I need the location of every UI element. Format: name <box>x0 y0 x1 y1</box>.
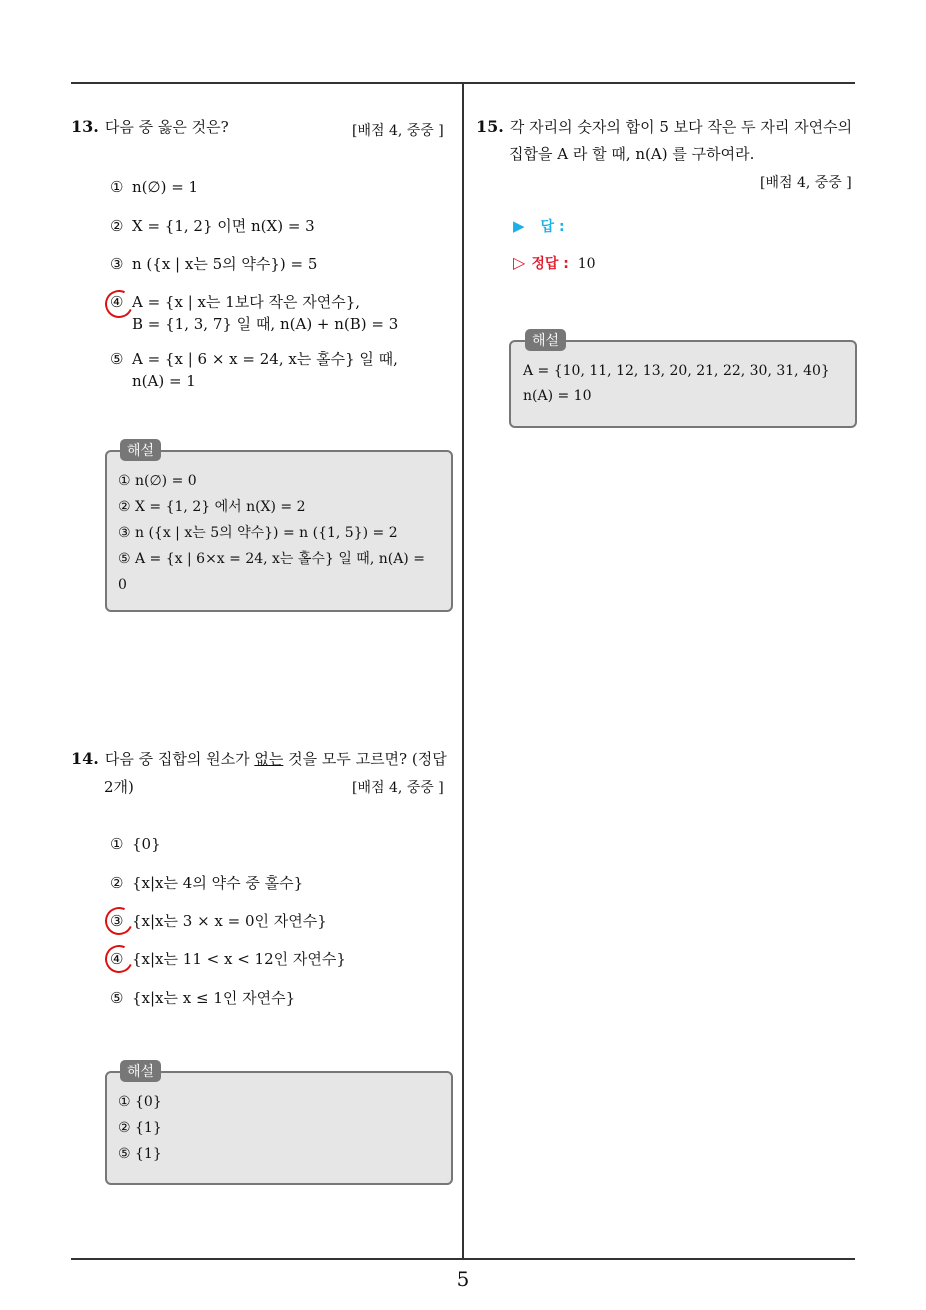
selected-answer-circle <box>101 941 137 977</box>
q13-number: 13. <box>71 117 99 136</box>
q14-text-b: 것을 모두 고르면? (정답 <box>283 750 447 768</box>
choice-text: {x|x는 x ≤ 1인 자연수} <box>132 989 296 1007</box>
choice-mark: ① <box>110 178 124 196</box>
choice-text: n(∅) = 1 <box>132 178 199 196</box>
q13-explanation-line: 0 <box>118 577 127 593</box>
q15-explanation-line: n(A) = 10 <box>523 388 592 404</box>
q14-stem-line2: 2개) <box>104 778 134 796</box>
q13-choice-3[interactable] <box>110 253 317 275</box>
choice-mark: ③ <box>110 255 124 273</box>
q15-explanation-box <box>509 340 857 428</box>
bottom-rule <box>71 1258 855 1260</box>
choice-mark: ④ <box>110 293 124 311</box>
q14-number: 14. <box>71 749 99 768</box>
q15-stem <box>476 112 866 142</box>
q14-explanation-line: ② {1} <box>118 1120 162 1136</box>
q15-explanation-line: A = {10, 11, 12, 13, 20, 21, 22, 30, 31, 40} <box>523 363 830 379</box>
q14-choice-3[interactable] <box>110 910 327 932</box>
q15-score: [배점 4, 중중 ] <box>760 175 852 191</box>
choice-mark: ① <box>110 835 124 853</box>
choice-text: {x|x는 11 < x < 12인 자연수} <box>132 950 346 968</box>
q14-choice-2[interactable] <box>110 872 303 894</box>
q13-choice-1[interactable] <box>110 176 198 198</box>
choice-text: A = {x | 6 × x = 24, x는 홀수} 일 때, <box>132 350 398 368</box>
q14-choice-4[interactable] <box>110 948 346 970</box>
q14-stem <box>71 744 456 774</box>
choice-text-line2: B = {1, 3, 7} 일 때, n(A) + n(B) = 3 <box>132 315 399 333</box>
q13-stem <box>71 112 229 142</box>
choice-text: {x|x는 4의 약수 중 홀수} <box>132 874 304 892</box>
q14-score: [배점 4, 중중 ] <box>352 780 444 796</box>
q13-explanation-line: ① n(∅) = 0 <box>118 473 197 489</box>
choice-text: {0} <box>132 835 161 853</box>
page-number: 5 <box>456 1267 470 1291</box>
choice-text: X = {1, 2} 이면 n(X) = 3 <box>132 217 315 235</box>
choice-text: A = {x | x는 1보다 작은 자연수}, <box>132 293 361 311</box>
answer-row <box>513 216 565 236</box>
q13-text: 다음 중 옳은 것은? <box>104 118 229 136</box>
q13-explanation-line: ③ n ({x | x는 5의 약수}) = n ({1, 5}) = 2 <box>118 525 398 541</box>
q13-choice-2[interactable] <box>110 215 315 237</box>
q14-explanation-line: ① {0} <box>118 1094 162 1110</box>
correct-label: 정답 : <box>531 256 569 272</box>
q15-text: 각 자리의 숫자의 합이 5 보다 작은 두 자리 자연수의 <box>509 118 853 136</box>
answer-triangle-icon: ▶ <box>513 217 525 235</box>
choice-text: n ({x | x는 5의 약수}) = 5 <box>132 255 318 273</box>
q13-explanation-line: ⑤ A = {x | 6×x = 24, x는 홀수} 일 때, n(A) = <box>118 551 425 567</box>
choice-mark: ⑤ <box>110 350 124 368</box>
selected-answer-circle <box>101 903 137 939</box>
choice-mark: ④ <box>110 950 124 968</box>
q13-choice-5[interactable] <box>110 348 398 392</box>
correct-answer-row <box>513 253 596 273</box>
choice-text: {x|x는 3 × x = 0인 자연수} <box>132 912 327 930</box>
q13-choice-4[interactable] <box>110 291 398 335</box>
q13-score: [배점 4, 중중 ] <box>352 123 444 139</box>
q15-stem-line2: 집합을 A 라 할 때, n(A) 를 구하여라. <box>509 145 755 163</box>
q14-explanation-tag: 해설 <box>120 1060 161 1082</box>
choice-mark: ② <box>110 217 124 235</box>
q15-number: 15. <box>476 117 504 136</box>
q14-text-underline: 없는 <box>254 750 284 768</box>
correct-value: 10 <box>577 256 596 272</box>
column-divider <box>462 83 464 1259</box>
answer-label: 답 : <box>540 219 565 235</box>
choice-mark: ② <box>110 874 124 892</box>
q15-explanation-tag: 해설 <box>525 329 566 351</box>
choice-mark: ⑤ <box>110 989 124 1007</box>
q13-explanation-tag: 해설 <box>120 439 161 461</box>
q13-explanation-line: ② X = {1, 2} 에서 n(X) = 2 <box>118 499 306 515</box>
q14-choice-1[interactable] <box>110 833 161 855</box>
q14-choice-5[interactable] <box>110 987 295 1009</box>
correct-triangle-icon: ▷ <box>513 253 526 272</box>
choice-text-line2: n(A) = 1 <box>132 372 196 390</box>
choice-mark: ③ <box>110 912 124 930</box>
q14-text-a: 다음 중 집합의 원소가 <box>104 750 255 768</box>
q14-explanation-line: ⑤ {1} <box>118 1146 162 1162</box>
